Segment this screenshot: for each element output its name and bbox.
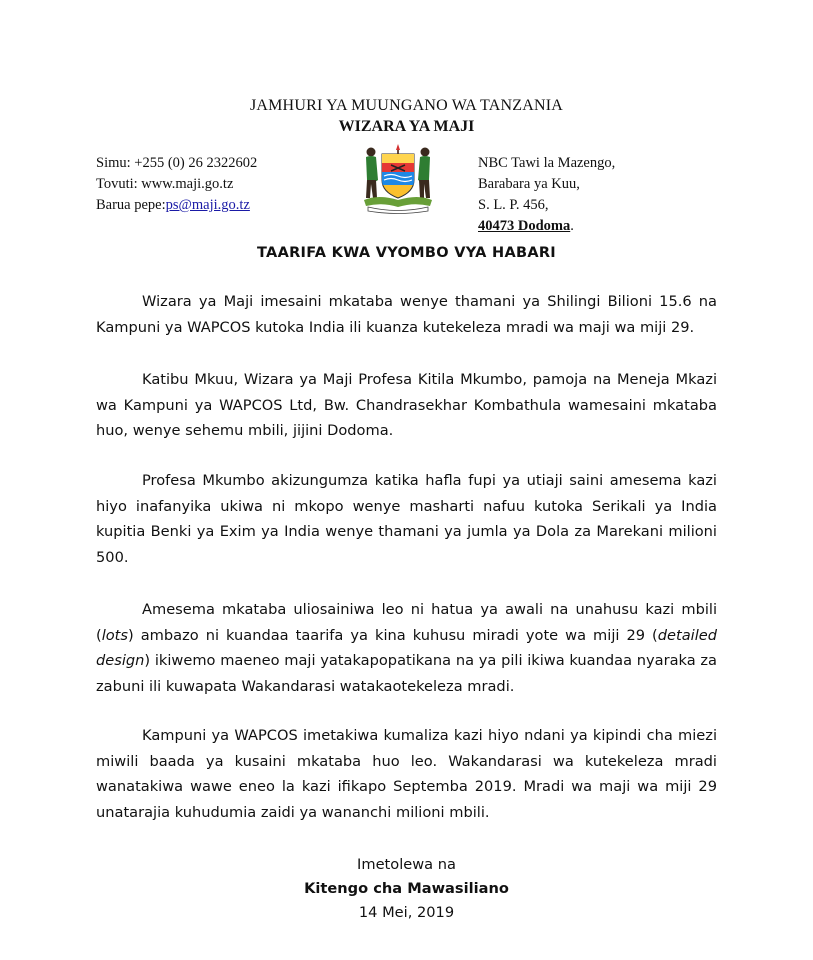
city-line bbox=[478, 216, 615, 237]
street-line: Barabara ya Kuu, bbox=[478, 176, 580, 192]
paragraph-4-text-b: ) ambazo ni kuandaa taarifa ya kina kuhusu miradi yote wa miji 29 ( bbox=[128, 626, 658, 644]
document-title: TAARIFA KWA VYOMBO VYA HABARI bbox=[256, 245, 556, 261]
ministry-heading: WIZARA YA MAJI bbox=[338, 118, 475, 135]
paragraph-2-text: Katibu Mkuu, Wizara ya Maji Profesa Kitila Mkumbo, pamoja na Meneja Mkazi wa Kampuni ya WAPCOS Ltd, Bw. Chandrasekhar Kombathula wamesaini mkataba huo, wenye sehemu mbili, jijini Dodoma. bbox=[96, 371, 717, 440]
paragraph-4-detailed-design: detailed design bbox=[96, 626, 717, 670]
city-line-end: . bbox=[570, 218, 574, 234]
po-box-line: S. L. P. 456, bbox=[478, 197, 549, 213]
branch-line: NBC Tawi la Mazengo, bbox=[478, 155, 616, 171]
paragraph-4-text-a: Amesema mkataba uliosainiwa leo ni hatua ya awali na unahusu kazi mbili ( bbox=[96, 601, 717, 644]
email-label: Barua pepe: bbox=[96, 197, 166, 213]
issuing-office: Kitengo cha Mawasiliano bbox=[304, 880, 509, 897]
paragraph-4-lots: lots bbox=[101, 626, 129, 644]
paragraph-3-text: Profesa Mkumbo akizungumza katika hafla fupi ya utiaji saini amesema kazi hiyo inafanyika ukiwa ni mkopo wenye masharti nafuu kutoka Serikali ya India kupitia Benki ya Exim ya India wenye thamani ya jumla ya Dola za Marekani milioni 500. bbox=[96, 472, 717, 567]
left-supporter-figure bbox=[366, 148, 378, 199]
paragraph-5-text: Kampuni ya WAPCOS imetakiwa kumaliza kazi hiyo ndani ya kipindi cha miezi miwili baada ya kusaini mkataba huo leo. Wakandarasi wa kutekeleza mradi wanatakiwa wawe eneo la kazi ifikapo Septemba 2019. Mradi wa maji wa miji 29 unatarajia kuhudumia zaidi ya wananchi milioni mbili. bbox=[96, 727, 717, 822]
paragraph-5 bbox=[96, 723, 717, 826]
paragraph-2 bbox=[96, 367, 717, 444]
postal-city: 40473 Dodoma bbox=[478, 218, 571, 234]
phone-number: Simu: +255 (0) 26 2322602 bbox=[96, 155, 258, 171]
issued-by: Imetolewa na bbox=[357, 856, 456, 873]
issue-date: 14 Mei, 2019 bbox=[358, 904, 455, 921]
email-link[interactable]: ps@maji.go.tz bbox=[165, 197, 250, 213]
paragraph-3 bbox=[96, 468, 717, 571]
paragraph-1-text: Wizara ya Maji imesaini mkataba wenye thamani ya Shilingi Bilioni 15.6 na Kampuni ya WAPCOS kutoka India ili kuanza kutekeleza mradi wa maji wa miji 29. bbox=[96, 293, 717, 336]
republic-heading: JAMHURI YA MUUNGANO WA TANZANIA bbox=[249, 97, 564, 114]
coat-of-arms-emblem bbox=[358, 140, 438, 214]
email-line bbox=[96, 195, 257, 216]
paragraph-1 bbox=[96, 289, 717, 340]
contact-details-right bbox=[478, 153, 615, 237]
paragraph-4 bbox=[96, 597, 717, 700]
contact-details-left bbox=[96, 153, 257, 216]
website-address: Tovuti: www.maji.go.tz bbox=[96, 176, 234, 192]
right-supporter-figure bbox=[418, 148, 430, 199]
paragraph-4-text-c: ) ikiwemo maeneo maji yatakapopatikana na ya pili ikiwa kuandaa nyaraka za zabuni ili kuwapata Wakandarasi watakaotekeleza mradi. bbox=[96, 652, 717, 696]
